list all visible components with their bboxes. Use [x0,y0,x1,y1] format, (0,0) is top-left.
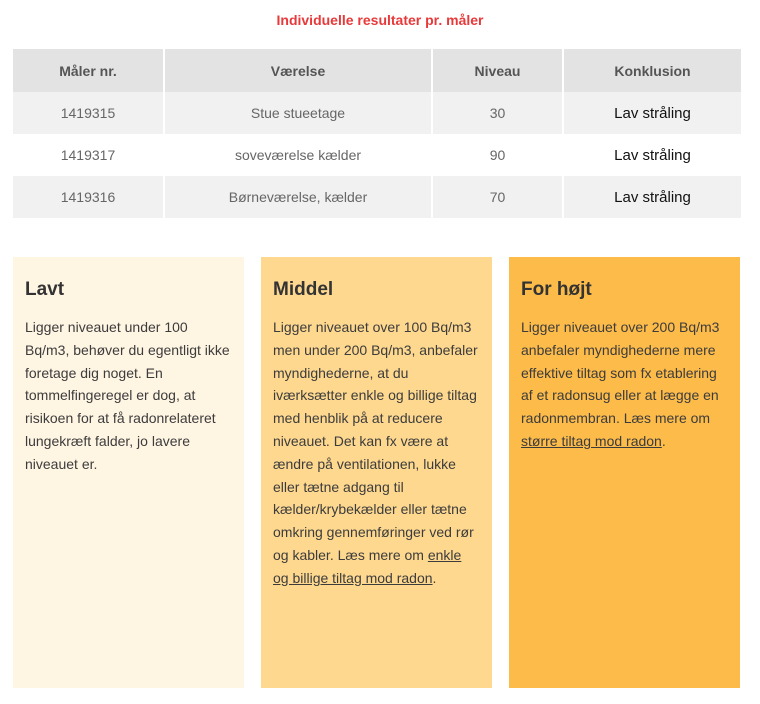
card-low-level [13,257,244,688]
table-row [13,92,741,134]
room-cell: Børneværelse, kælder [164,176,432,218]
table-header-row [13,49,741,92]
level-cell: 30 [432,92,563,134]
conclusion-cell: Lav stråling [563,176,741,218]
level-cell: 70 [432,176,563,218]
major-measures-link[interactable]: større tiltag mod radon [521,432,662,449]
meter-number-cell: 1419317 [60,147,116,163]
meter-number-cell: 1419315 [60,105,116,121]
column-header-room: Værelse [164,49,432,92]
card-medium-text: Ligger niveauet over 100 Bq/m3 men under 200 Bq/m3, anbefaler myndighederne, at du iværksætter enkle og billige tiltag med henblik på at reducere niveauet. Det kan fx være at ændre på ventilationen, lukke eller tætne adgang til kælder/krybekælder eller tætne omkring gennemføringer ved rør og kabler. Læs mere om enkle og billige tiltag mod radon. [273,319,478,586]
card-medium-level [261,257,492,688]
card-high-level [509,257,740,688]
table-row [13,134,741,176]
simple-measures-link[interactable]: enkle og billige tiltag mod radon [273,546,462,586]
results-table [13,49,741,218]
conclusion-cell: Lav stråling [563,92,741,134]
card-medium-heading: Middel [273,279,334,300]
level-cell: 90 [432,134,563,176]
column-header-conclusion: Konklusion [563,49,741,92]
card-high-heading: For højt [521,279,592,300]
table-row [13,176,741,218]
card-low-heading: Lavt [25,279,65,300]
page-title: Individuelle resultater pr. måler [276,12,484,28]
meter-number-cell: 1419316 [60,189,116,205]
card-low-text: Ligger niveauet under 100 Bq/m3, behøver du egentligt ikke foretage dig noget. En tommelfingeregel er dog, at risikoen for at få radonrelateret lungekræft falder, jo lavere niveauet er. [25,319,230,472]
column-header-meter-number: Måler nr. [59,62,117,79]
room-cell: Stue stueetage [164,92,432,134]
card-high-text: Ligger niveauet over 200 Bq/m3 anbefaler myndighederne mere effektive tiltag som fx etablering af et radonsug eller at lægge en radonmembran. Læs mere om større tiltag mod radon. [521,319,720,449]
column-header-level: Niveau [432,49,563,92]
conclusion-cell: Lav stråling [563,134,741,176]
room-cell: soveværelse kælder [164,134,432,176]
